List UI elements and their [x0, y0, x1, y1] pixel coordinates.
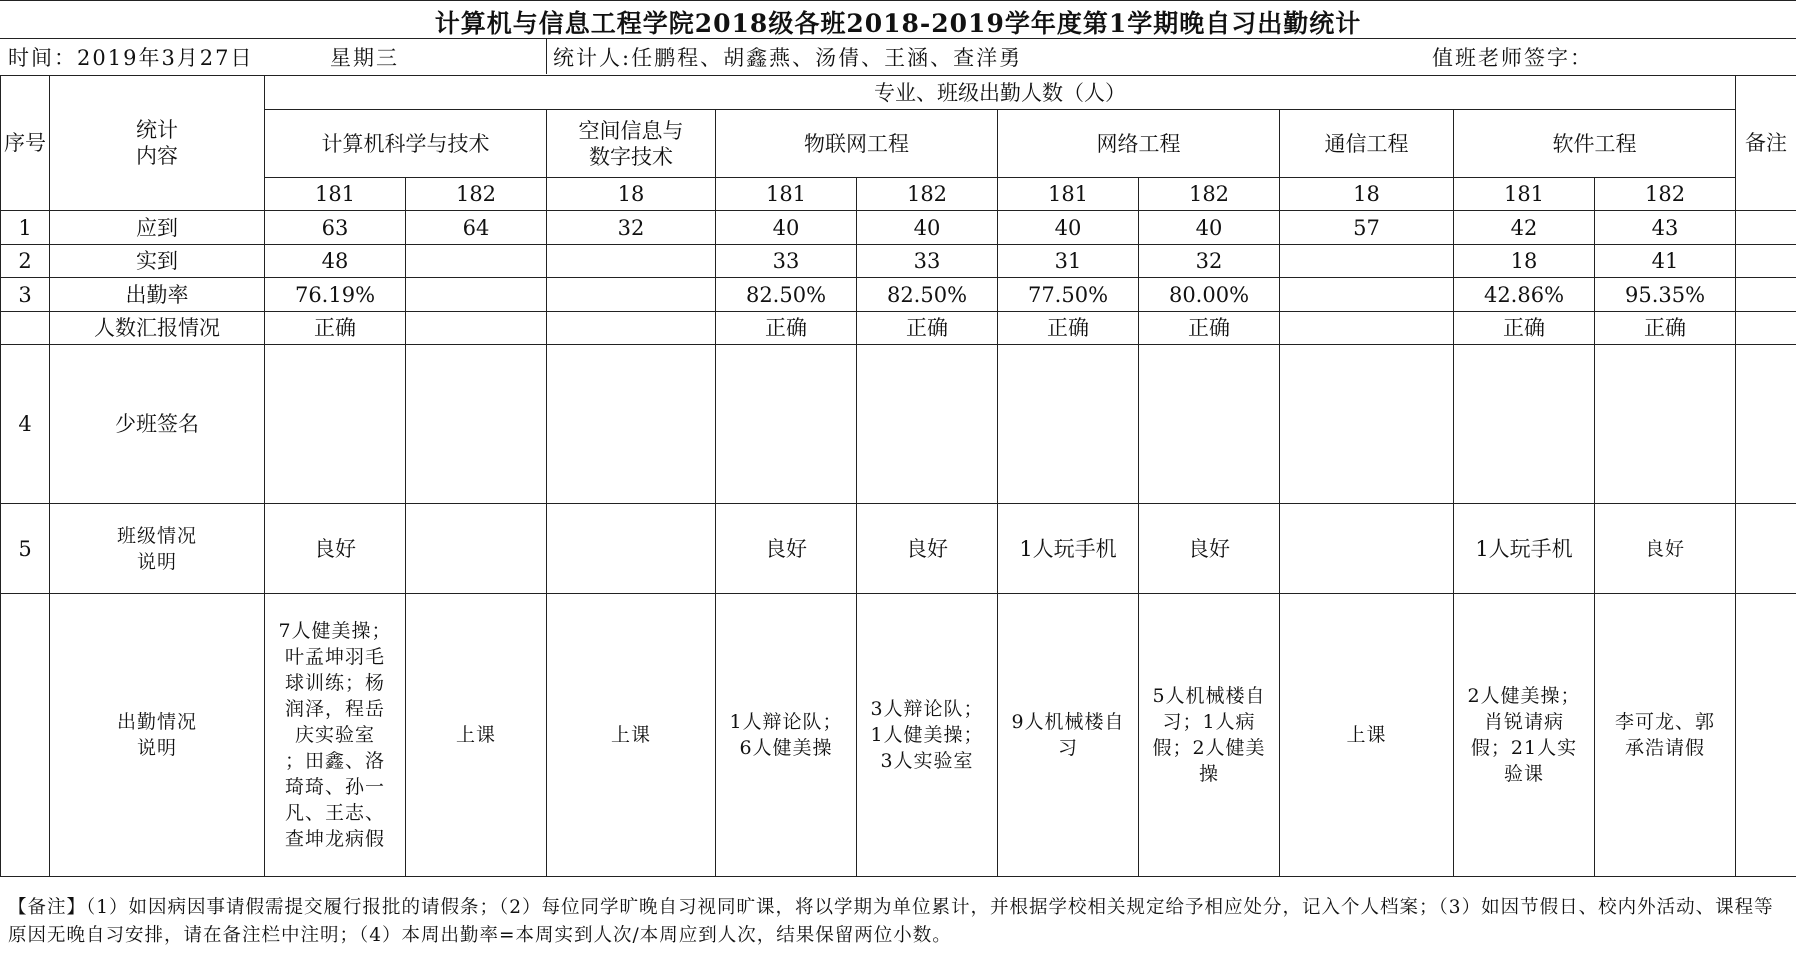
- time-field: 时间：2019年3月27日: [8, 46, 254, 70]
- table-cell: 良好: [716, 504, 857, 594]
- class-number-header: 182: [1139, 178, 1280, 211]
- table-cell: 上课: [547, 594, 716, 877]
- row-label: 实到: [50, 245, 265, 278]
- remark-header: 备注: [1736, 76, 1796, 211]
- table-cell: 57: [1280, 211, 1454, 245]
- table-cell: [547, 504, 716, 594]
- page-title: 计算机与信息工程学院2018级各班2018-2019学年度第1学期晚自习出勤统计: [434, 9, 1362, 38]
- counters-field: 统计人:任鹏程、胡鑫燕、汤倩、王涵、查洋勇: [553, 46, 1023, 70]
- table-cell: 82.50%: [857, 278, 998, 312]
- table-cell: 正确: [1595, 312, 1736, 345]
- weekday-field: 星期三: [330, 46, 399, 70]
- remark-cell: [1736, 211, 1796, 245]
- row-label: 应到: [50, 211, 265, 245]
- table-cell: 76.19%: [265, 278, 406, 312]
- table-cell: 正确: [265, 312, 406, 345]
- table-cell: 33: [716, 245, 857, 278]
- table-cell: 上课: [406, 594, 547, 877]
- row-seq: [1, 312, 50, 345]
- table-cell: [998, 345, 1139, 504]
- content-header: 统计 内容: [50, 76, 265, 211]
- table-cell: [547, 345, 716, 504]
- table-cell: [1280, 504, 1454, 594]
- table-cell: 48: [265, 245, 406, 278]
- group-header: 专业、班级出勤人数（人）: [265, 76, 1736, 110]
- remark-cell: [1736, 504, 1796, 594]
- table-cell: [1454, 345, 1595, 504]
- row-seq: 5: [1, 504, 50, 594]
- table-cell: [1280, 312, 1454, 345]
- row-seq: 3: [1, 278, 50, 312]
- table-cell: 40: [857, 211, 998, 245]
- remark-cell: [1736, 312, 1796, 345]
- table-cell: [406, 312, 547, 345]
- top-border: [0, 0, 1796, 1]
- title-divider: [0, 38, 1796, 39]
- table-cell: 32: [1139, 245, 1280, 278]
- table-cell: 77.50%: [998, 278, 1139, 312]
- class-number-header: 182: [1595, 178, 1736, 211]
- table-cell: [547, 278, 716, 312]
- table-cell: 40: [716, 211, 857, 245]
- major-header: 物联网工程: [716, 110, 998, 178]
- table-cell: 李可龙、郭 承浩请假: [1595, 594, 1736, 877]
- row-label: 人数汇报情况: [50, 312, 265, 345]
- table-cell: 正确: [857, 312, 998, 345]
- table-cell: [406, 504, 547, 594]
- table-cell: [406, 345, 547, 504]
- major-header: 软件工程: [1454, 110, 1736, 178]
- table-cell: 64: [406, 211, 547, 245]
- class-number-header: 182: [857, 178, 998, 211]
- major-header: 网络工程: [998, 110, 1280, 178]
- table-cell: [547, 312, 716, 345]
- table-cell: 正确: [1454, 312, 1595, 345]
- table-cell: 31: [998, 245, 1139, 278]
- row-seq: [1, 594, 50, 877]
- table-cell: 82.50%: [716, 278, 857, 312]
- table-cell: [406, 278, 547, 312]
- major-header: 计算机科学与技术: [265, 110, 547, 178]
- table-cell: 正确: [716, 312, 857, 345]
- table-cell: 9人机械楼自 习: [998, 594, 1139, 877]
- table-cell: 1人玩手机: [1454, 504, 1595, 594]
- table-cell: 良好: [1139, 504, 1280, 594]
- row-label: 少班签名: [50, 345, 265, 504]
- table-cell: [716, 345, 857, 504]
- table-cell: [1595, 345, 1736, 504]
- class-number-header: 18: [547, 178, 716, 211]
- table-cell: 42: [1454, 211, 1595, 245]
- row-seq: 4: [1, 345, 50, 504]
- remark-cell: [1736, 594, 1796, 877]
- table-cell: 2人健美操； 肖锐请病 假；21人实 验课: [1454, 594, 1595, 877]
- footnote: 【备注】（1）如因病因事请假需提交履行报批的请假条；（2）每位同学旷晚自习视同旷课，将以学期为单位累计，并根据学校相关规定给予相应处分，记入个人档案；（3）如因节假日、校内外活动、课程等原因无晚自习安排，请在备注栏中注明；（4）本周出勤率=本周实到人次/本周应到人次，结果保留两位小数。: [8, 897, 1774, 946]
- table-cell: 40: [1139, 211, 1280, 245]
- remark-cell: [1736, 278, 1796, 312]
- class-number-header: 181: [1454, 178, 1595, 211]
- table-cell: [857, 345, 998, 504]
- row-label: 出勤率: [50, 278, 265, 312]
- major-header: 通信工程: [1280, 110, 1454, 178]
- class-number-header: 181: [998, 178, 1139, 211]
- table-cell: [265, 345, 406, 504]
- table-cell: 18: [1454, 245, 1595, 278]
- table-cell: 40: [998, 211, 1139, 245]
- meta-divider: [546, 38, 547, 74]
- table-cell: 良好: [857, 504, 998, 594]
- teacher-signature-label: 值班老师签字：: [1432, 46, 1593, 70]
- table-cell: 良好: [1595, 504, 1736, 594]
- seq-header: 序号: [1, 76, 50, 211]
- class-number-header: 18: [1280, 178, 1454, 211]
- table-cell: 42.86%: [1454, 278, 1595, 312]
- row-seq: 2: [1, 245, 50, 278]
- table-cell: 41: [1595, 245, 1736, 278]
- table-cell: 1人辩论队； 6人健美操: [716, 594, 857, 877]
- table-cell: [406, 245, 547, 278]
- row-label: 出勤情况 说明: [50, 594, 265, 877]
- table-cell: 1人玩手机: [998, 504, 1139, 594]
- table-cell: 5人机械楼自 习；1人病 假；2人健美 操: [1139, 594, 1280, 877]
- class-number-header: 182: [406, 178, 547, 211]
- table-cell: 正确: [998, 312, 1139, 345]
- remark-cell: [1736, 345, 1796, 504]
- table-cell: 正确: [1139, 312, 1280, 345]
- table-cell: 80.00%: [1139, 278, 1280, 312]
- table-cell: 3人辩论队； 1人健美操； 3人实验室: [857, 594, 998, 877]
- table-cell: [1280, 345, 1454, 504]
- table-cell: 63: [265, 211, 406, 245]
- table-cell: [1280, 278, 1454, 312]
- table-cell: [1139, 345, 1280, 504]
- table-cell: 95.35%: [1595, 278, 1736, 312]
- table-cell: 32: [547, 211, 716, 245]
- table-cell: [1280, 245, 1454, 278]
- class-number-header: 181: [265, 178, 406, 211]
- major-header: 空间信息与 数字技术: [547, 110, 716, 178]
- row-seq: 1: [1, 211, 50, 245]
- remark-cell: [1736, 245, 1796, 278]
- table-cell: 上课: [1280, 594, 1454, 877]
- class-number-header: 181: [716, 178, 857, 211]
- table-cell: 33: [857, 245, 998, 278]
- table-cell: 7人健美操； 叶孟坤羽毛 球训练；杨 润泽，程岳 庆实验室 ；田鑫、洛 琦琦、孙一 凡、王志、 查坤龙病假: [265, 594, 406, 877]
- attendance-table: [0, 75, 1796, 877]
- table-cell: 43: [1595, 211, 1736, 245]
- row-label: 班级情况 说明: [50, 504, 265, 594]
- table-cell: [547, 245, 716, 278]
- table-cell: 良好: [265, 504, 406, 594]
